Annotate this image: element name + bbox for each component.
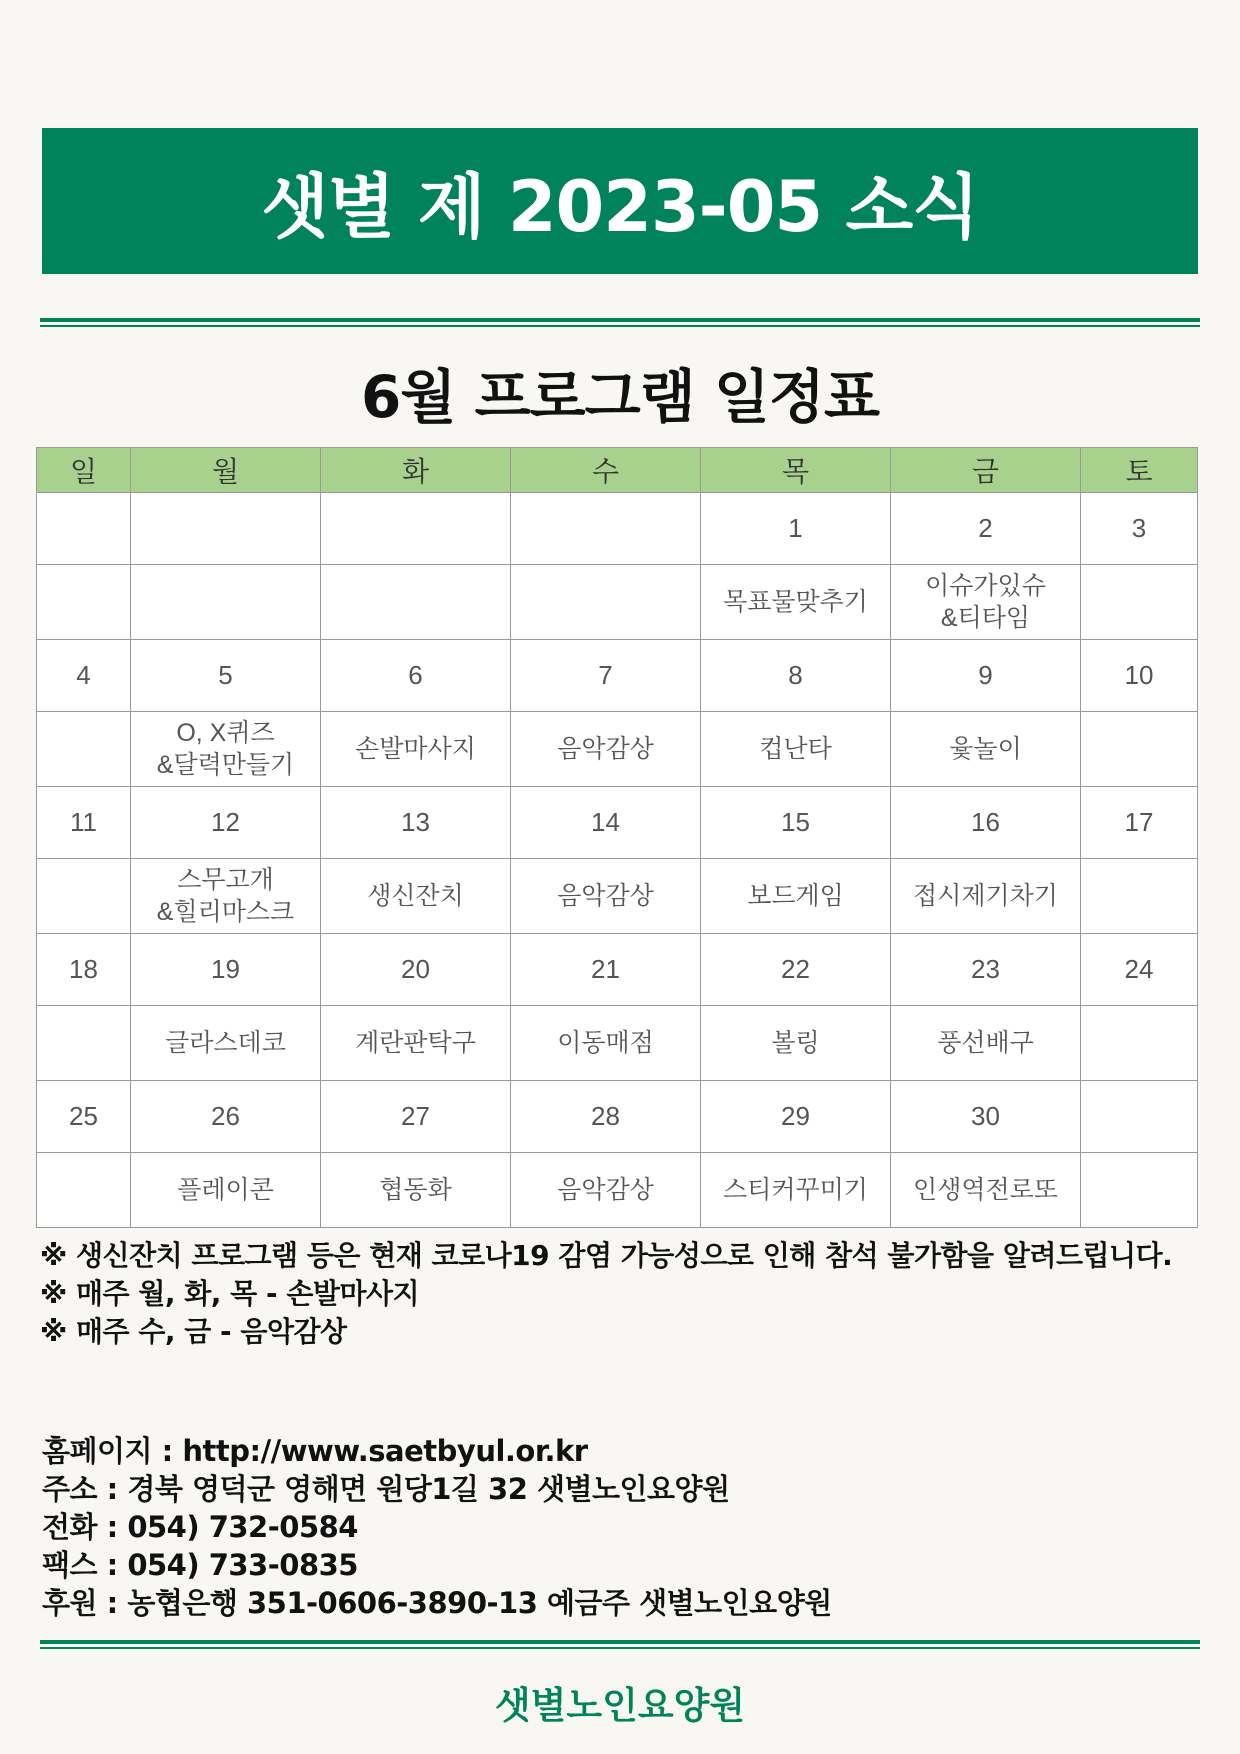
contact-section [42, 1432, 1202, 1622]
program-cell: 이슈가있슈 &티타임 [891, 565, 1081, 640]
date-cell: 18 [37, 934, 131, 1006]
note-line: ※ 매주 월, 화, 목 - 손발마사지 [40, 1277, 420, 1310]
divider-bottom [40, 1640, 1200, 1649]
date-cell: 26 [131, 1081, 321, 1153]
date-cell [511, 493, 701, 565]
contact-fax: 팩스 : 054) 733-0835 [42, 1548, 358, 1582]
date-cell: 17 [1081, 787, 1198, 859]
program-cell: 음악감상 [511, 859, 701, 934]
weekday-mon: 월 [131, 448, 321, 493]
program-cell: 음악감상 [511, 1153, 701, 1228]
date-cell: 19 [131, 934, 321, 1006]
contact-sponsor: 후원 : 농협은행 351-0606-3890-13 예금주 샛별노인요양원 [42, 1586, 832, 1620]
schedule-title: 6월 프로그램 일정표 [361, 363, 879, 431]
weekday-thu: 목 [701, 448, 891, 493]
date-cell [1081, 1081, 1198, 1153]
program-cell [37, 859, 131, 934]
date-cell: 8 [701, 640, 891, 712]
date-cell: 22 [701, 934, 891, 1006]
date-cell: 27 [321, 1081, 511, 1153]
date-cell: 4 [37, 640, 131, 712]
program-cell [321, 565, 511, 640]
date-cell: 23 [891, 934, 1081, 1006]
date-cell: 12 [131, 787, 321, 859]
weekday-header-row [37, 448, 1198, 493]
program-cell: 풍선배구 [891, 1006, 1081, 1081]
date-row [37, 493, 1198, 565]
program-cell: 음악감상 [511, 712, 701, 787]
date-cell: 21 [511, 934, 701, 1006]
date-row [37, 1081, 1198, 1153]
contact-homepage: 홈페이지 : http://www.saetbyul.or.kr [42, 1434, 588, 1468]
program-cell: 계란판탁구 [321, 1006, 511, 1081]
date-cell [37, 493, 131, 565]
weekday-tue: 화 [321, 448, 511, 493]
program-row [37, 1006, 1198, 1081]
weekday-fri: 금 [891, 448, 1081, 493]
program-row [37, 712, 1198, 787]
date-cell [321, 493, 511, 565]
program-cell [37, 1006, 131, 1081]
date-cell: 30 [891, 1081, 1081, 1153]
date-cell: 29 [701, 1081, 891, 1153]
note-line: ※ 매주 수, 금 - 음악감상 [40, 1315, 347, 1348]
date-cell: 1 [701, 493, 891, 565]
program-cell: 목표물맞추기 [701, 565, 891, 640]
date-cell: 15 [701, 787, 891, 859]
date-cell: 6 [321, 640, 511, 712]
date-cell: 3 [1081, 493, 1198, 565]
date-cell: 7 [511, 640, 701, 712]
weekday-sun: 일 [37, 448, 131, 493]
program-row [37, 565, 1198, 640]
program-cell: 컵난타 [701, 712, 891, 787]
date-cell: 20 [321, 934, 511, 1006]
program-cell: 생신잔치 [321, 859, 511, 934]
date-row [37, 787, 1198, 859]
date-cell: 5 [131, 640, 321, 712]
program-cell: 인생역전로또 [891, 1153, 1081, 1228]
program-cell: 손발마사지 [321, 712, 511, 787]
program-row [37, 1153, 1198, 1228]
program-cell [1081, 565, 1198, 640]
program-cell: 볼링 [701, 1006, 891, 1081]
contact-phone: 전화 : 054) 732-0584 [42, 1510, 358, 1544]
program-cell [511, 565, 701, 640]
date-row [37, 934, 1198, 1006]
date-cell: 10 [1081, 640, 1198, 712]
program-cell: O, X퀴즈 &달력만들기 [131, 712, 321, 787]
date-cell: 9 [891, 640, 1081, 712]
program-cell [1081, 1006, 1198, 1081]
program-cell [1081, 1153, 1198, 1228]
title-banner [42, 128, 1198, 274]
program-cell [1081, 712, 1198, 787]
newsletter-title: 샛별 제 2023-05 소식 [261, 165, 979, 248]
program-cell [131, 565, 321, 640]
program-cell: 스티커꾸미기 [701, 1153, 891, 1228]
program-cell: 윷놀이 [891, 712, 1081, 787]
divider-top [40, 318, 1200, 327]
date-cell: 16 [891, 787, 1081, 859]
program-cell: 이동매점 [511, 1006, 701, 1081]
program-cell: 접시제기차기 [891, 859, 1081, 934]
program-row [37, 859, 1198, 934]
date-cell: 25 [37, 1081, 131, 1153]
date-cell: 13 [321, 787, 511, 859]
program-cell [37, 565, 131, 640]
program-cell: 글라스데코 [131, 1006, 321, 1081]
program-cell: 플레이콘 [131, 1153, 321, 1228]
date-cell: 28 [511, 1081, 701, 1153]
footer-org-name: 샛별노인요양원 [494, 1684, 746, 1727]
program-cell [37, 712, 131, 787]
program-cell: 보드게임 [701, 859, 891, 934]
notes-section [40, 1237, 1210, 1351]
note-line: ※ 생신잔치 프로그램 등은 현재 코로나19 감염 가능성으로 인해 참석 불가함을 알려드립니다. [40, 1239, 1173, 1272]
date-cell: 2 [891, 493, 1081, 565]
program-cell: 협동화 [321, 1153, 511, 1228]
date-cell: 24 [1081, 934, 1198, 1006]
weekday-sat: 토 [1081, 448, 1198, 493]
date-row [37, 640, 1198, 712]
date-cell [131, 493, 321, 565]
program-cell [37, 1153, 131, 1228]
program-cell [1081, 859, 1198, 934]
contact-address: 주소 : 경북 영덕군 영해면 원당1길 32 샛별노인요양원 [42, 1472, 730, 1506]
weekday-wed: 수 [511, 448, 701, 493]
program-cell: 스무고개 &힐리마스크 [131, 859, 321, 934]
date-cell: 11 [37, 787, 131, 859]
date-cell: 14 [511, 787, 701, 859]
schedule-calendar [36, 447, 1198, 1228]
